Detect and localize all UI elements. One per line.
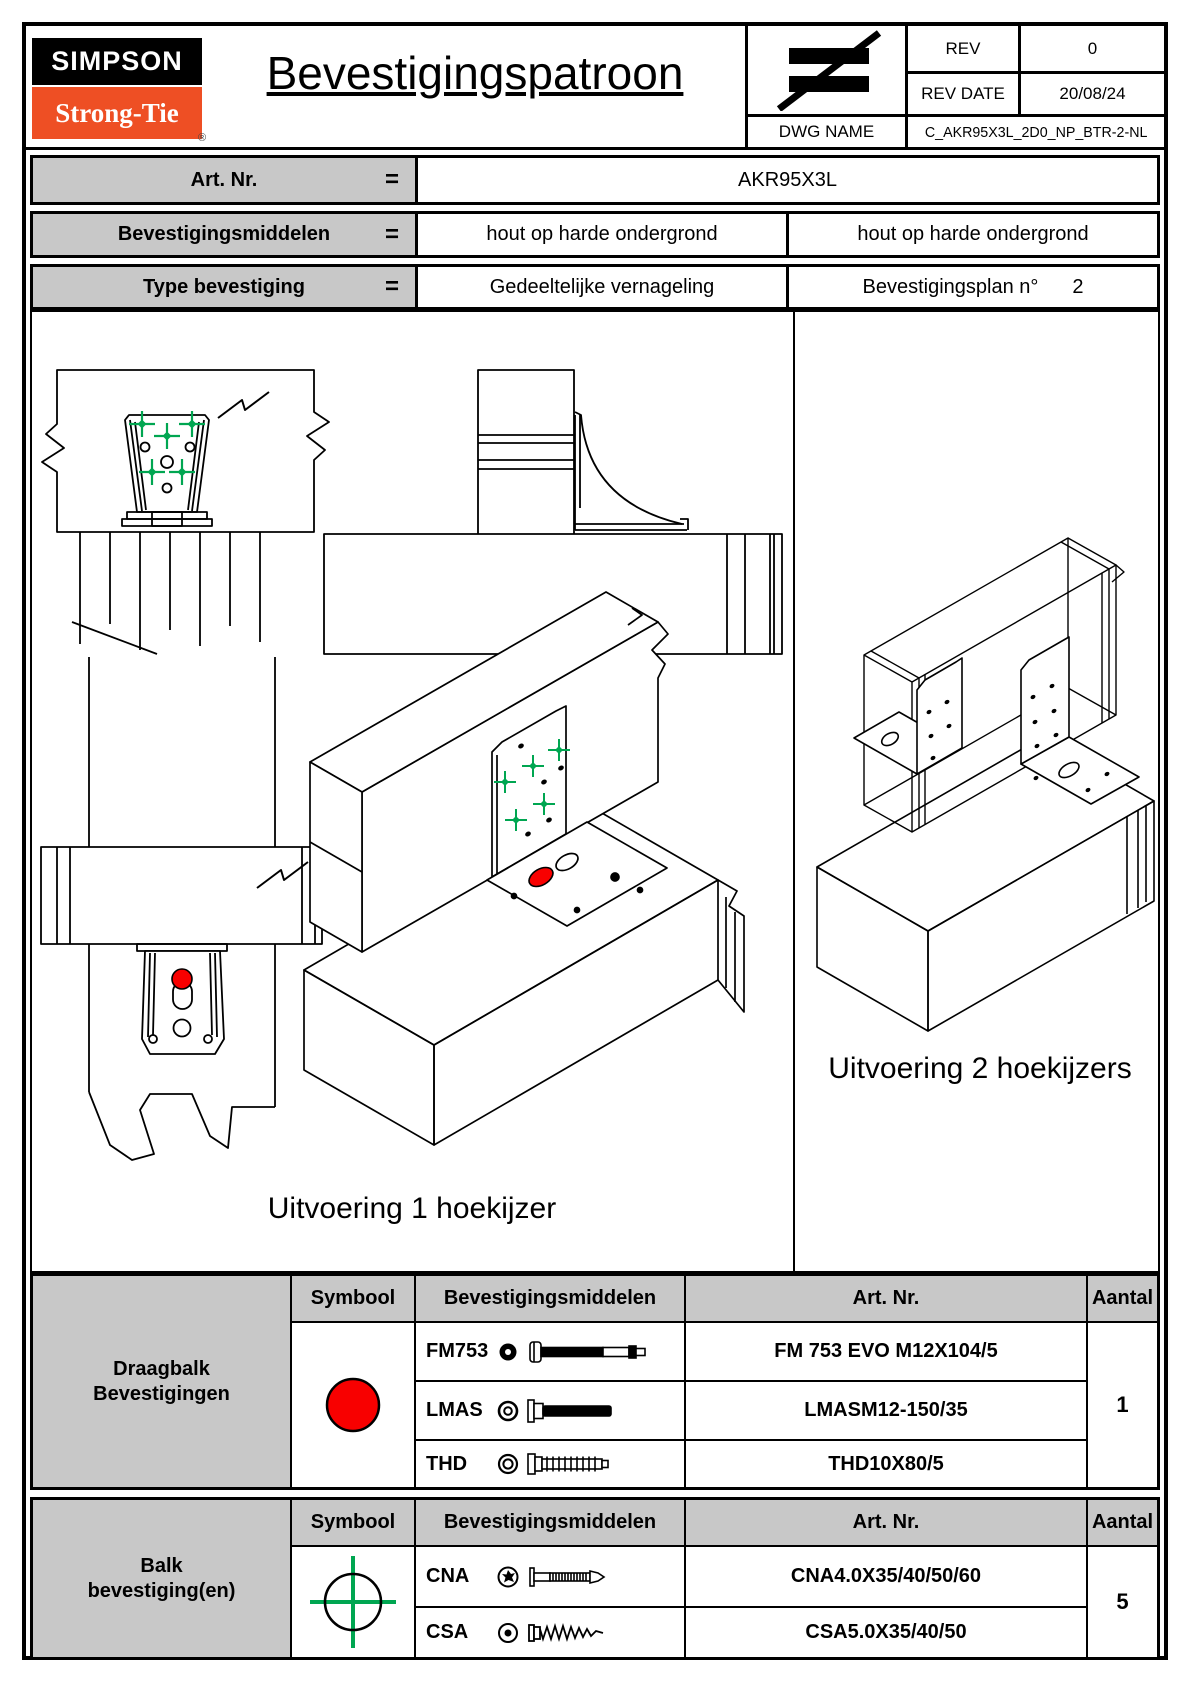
type-value-1: Gedeeltelijke vernageling	[418, 267, 786, 307]
csa-screw-icon	[496, 1616, 676, 1650]
equals-sign: =	[384, 273, 399, 300]
fm753-bolt-icon	[496, 1335, 676, 1369]
artnr-label-cell	[33, 158, 415, 202]
type-value-2	[789, 267, 1157, 307]
torn-edge	[718, 880, 744, 1012]
view-side-top	[324, 370, 782, 654]
green-crosshair-icon	[303, 1550, 403, 1654]
header-bottom-rule	[22, 147, 1168, 150]
caption-uitvoering-1: Uitvoering 1 hoekijzer	[267, 1192, 557, 1225]
qty-balk: 5	[1088, 1547, 1157, 1657]
art-cna: CNA4.0X35/40/50/60	[686, 1547, 1086, 1606]
logo-strongtie-text: Strong-Tie	[55, 97, 179, 128]
logo-strongtie	[32, 87, 202, 139]
drawing-area	[30, 310, 1160, 1273]
col-header-symbool: Symbool	[292, 1500, 414, 1545]
art-thd: THD10X80/5	[686, 1441, 1086, 1487]
rev-date-value: 20/08/24	[1021, 74, 1164, 114]
not-equal-icon	[767, 29, 887, 111]
rev-date-label: REV DATE	[908, 74, 1018, 114]
group-label-draagbalk: Draagbalk Bevestigingen	[33, 1276, 290, 1487]
fastener-row-csa: CSA	[416, 1608, 684, 1657]
art-csa: CSA5.0X35/40/50	[686, 1608, 1086, 1657]
logo-simpson-text: SIMPSON	[51, 46, 183, 76]
thd-screw-icon	[496, 1447, 676, 1481]
col-header-aantal: Aantal	[1088, 1276, 1157, 1321]
view-front-bottom	[41, 657, 322, 1160]
fastener-row-cna: CNA	[416, 1547, 684, 1606]
artnr-value: AKR95X3L	[418, 158, 1157, 202]
info-row-artnr	[30, 155, 1160, 205]
page-title: Bevestigingspatroon	[266, 47, 684, 99]
qty-draagbalk: 1	[1088, 1323, 1157, 1487]
cna-nail-icon	[496, 1560, 676, 1594]
not-equal-cell	[748, 26, 905, 114]
col-header-aantal: Aantal	[1088, 1500, 1157, 1545]
equals-sign: =	[384, 220, 399, 248]
caption-uitvoering-2: Uitvoering 2 hoekijzers	[828, 1052, 1132, 1085]
col-header-artnr: Art. Nr.	[686, 1276, 1086, 1321]
info-row-type	[30, 264, 1160, 310]
logo-simpson	[32, 38, 202, 85]
col-header-artnr: Art. Nr.	[686, 1500, 1086, 1545]
fastener-row-lmas: LMAS	[416, 1382, 684, 1439]
art-fm753: FM 753 EVO M12X104/5	[686, 1323, 1086, 1380]
view-front-top	[42, 370, 329, 654]
info-row-middelen	[30, 211, 1160, 258]
plan-label: Bevestigingsplan n°	[862, 275, 1039, 298]
col-header-symbool: Symbool	[292, 1276, 414, 1321]
artnr-label: Art. Nr.	[190, 168, 258, 191]
rev-value: 0	[1021, 26, 1164, 71]
group-label-balk: Balk bevestiging(en)	[33, 1500, 290, 1657]
view-iso-one-bracket	[304, 592, 744, 1145]
dwg-name-value: C_AKR95X3L_2D0_NP_BTR-2-NL	[908, 117, 1164, 147]
technical-drawing	[32, 312, 1158, 1271]
lmas-anchor-icon	[496, 1394, 676, 1428]
registered-mark: ®	[198, 132, 207, 144]
view-iso-two-brackets	[817, 538, 1154, 1031]
red-circle-icon	[321, 1373, 385, 1437]
fastener-table-draagbalk	[30, 1273, 1160, 1490]
middelen-label-cell	[33, 214, 415, 255]
fastener-row-fm753: FM753	[416, 1323, 684, 1380]
col-header-bevestigingsmiddelen: Bevestigingsmiddelen	[416, 1276, 684, 1321]
art-lmas: LMASM12-150/35	[686, 1382, 1086, 1439]
anchor-marker-red	[172, 969, 192, 989]
middelen-label: Bevestigingsmiddelen	[117, 223, 331, 245]
symbol-red-circle	[292, 1323, 414, 1487]
type-label: Type bevestiging	[143, 275, 305, 298]
middelen-value-1: hout op harde ondergrond	[418, 214, 786, 255]
equals-sign: =	[384, 166, 399, 193]
rev-table	[748, 26, 1164, 147]
fastener-row-thd: THD	[416, 1441, 684, 1487]
col-header-bevestigingsmiddelen: Bevestigingsmiddelen	[416, 1500, 684, 1545]
fastener-table-balk	[30, 1497, 1160, 1660]
symbol-green-crosshair	[292, 1547, 414, 1657]
type-label-cell	[33, 267, 415, 307]
dwg-name-label: DWG NAME	[748, 117, 905, 147]
rev-label: REV	[908, 26, 1018, 71]
plan-number: 2	[1072, 275, 1084, 298]
middelen-value-2: hout op harde ondergrond	[789, 214, 1157, 255]
torn-edge	[89, 1092, 275, 1160]
